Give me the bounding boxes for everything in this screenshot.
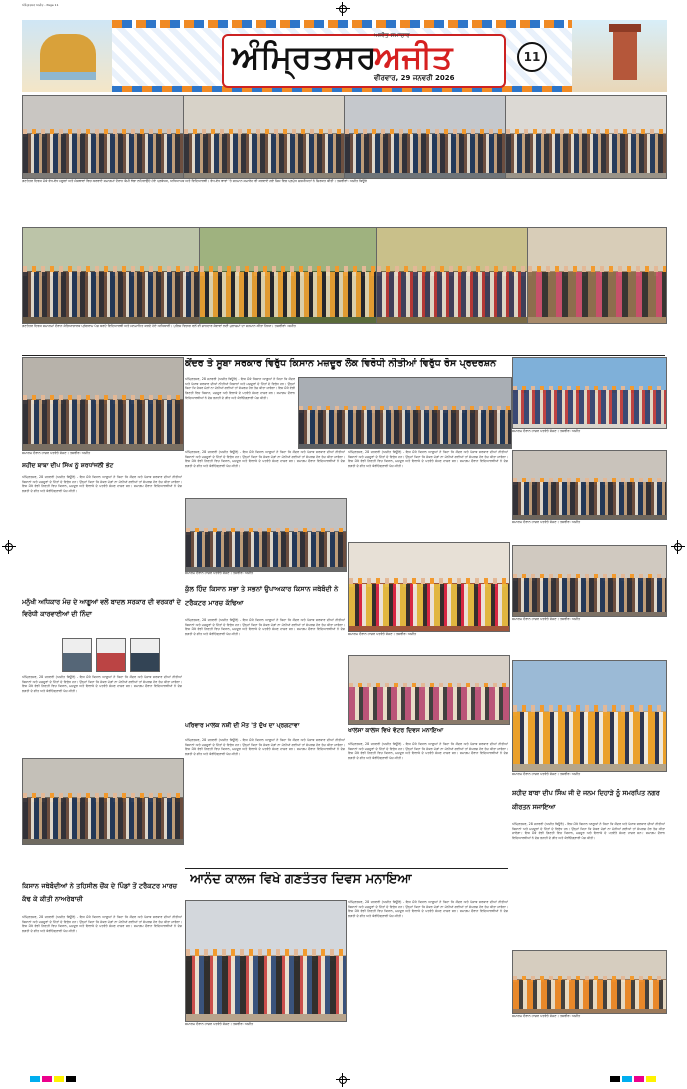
headline-condolence: ਪਰਿਵਾਰ ਮਾਲਕ ਨਸ਼ੀ ਦੀ ਮੌਤ 'ਤੇ ਦੁੱਖ ਦਾ ਪ੍ਰਗਟਾਵਾ <box>185 722 300 729</box>
headline-voter-day: ਖਾਲਸਾ ਕਾਲਜ ਵਿਖੇ ਵੋਟਰ ਦਿਵਸ ਮਨਾਇਆ <box>348 727 444 734</box>
story-rc-body: ਅੰਮ੍ਰਿਤਸਰ, 28 ਜਨਵਰੀ (ਅਜੀਤ ਬਿਊਰੋ) - ਇਸ ਮੌਕੇ ਕਿਸਾਨ ਆਗੂਆਂ ਨੇ ਕਿਹਾ ਕਿ ਕੇਂਦਰ ਅਤੇ ਪੰਜਾਬ ਸਰਕਾਰ ਦੀਆਂ ਨੀਤੀਆਂ ਕਿਸਾਨਾਂ ਅਤੇ ਮਜ਼ਦੂਰਾਂ ਦੇ ਹਿੱਤਾਂ ਦੇ ਵਿਰੁੱਧ ਹਨ। ਉਨ੍ਹਾਂ ਕਿਹਾ ਕਿ ਜੇਕਰ ਮੰਗਾਂ ਨਾ ਮੰਨੀਆਂ ਗਈਆਂ ਤਾਂ ਸੰਘਰਸ਼ ਹੋਰ ਤੇਜ਼ ਕੀਤਾ ਜਾਵੇਗਾ। ਇਸ ਮੌਕੇ ਵੱਡੀ ਗਿਣਤੀ ਵਿਚ ਕਿਸਾਨ, ਮਜ਼ਦੂਰ ਅਤੇ ਇਲਾਕੇ ਦੇ ਪਤਵੰਤੇ ਸੱਜਣ ਹਾਜ਼ਰ ਸਨ। ਸਮਾਗਮ ਦੌਰਾਨ ਵਿਦਿਆਰਥੀਆਂ ਨੇ ਦੇਸ਼ ਭਗਤੀ ਦੇ ਗੀਤ ਅਤੇ ਕੋਰੀਓਗ੍ਰਾਫੀ ਪੇਸ਼ ਕੀਤੀ। <box>348 450 508 469</box>
photo-row1-3 <box>344 95 506 179</box>
photo-center-2 <box>185 498 347 572</box>
right-caption-5: ਸਮਾਗਮ ਦੌਰਾਨ ਹਾਜ਼ਰ ਪਤਵੰਤੇ ਸੱਜਣ। ਤਸਵੀਰ: ਅਜੀਤ <box>512 1014 581 1018</box>
registration-mark-top <box>336 2 350 16</box>
headline-human-rights: ਮਨੁੱਖੀ ਅਧਿਕਾਰ ਮੰਚ ਦੇ ਆਗੂਆਂ ਵਲੋਂ ਬਾਦਲ ਸਰਕਾਰ ਦੀ ਵਰਕਰਾਂ ਦੇ ਵਿਰੋਧੀ ਕਾਰਵਾਈਆਂ ਦੀ ਨਿੰਦਾ <box>22 598 181 618</box>
headline-nagar-kirtan: ਸ਼ਹੀਦ ਬਾਬਾ ਦੀਪ ਸਿੰਘ ਜੀ ਦੇ ਜਨਮ ਦਿਹਾੜੇ ਨੂੰ ਸਮਰਪਿਤ ਨਗਰ ਕੀਰਤਨ ਸਜਾਇਆ <box>512 789 660 811</box>
printer-imprint: ਅੰਮ੍ਰਿਤਸਰ ਅਜੀਤ - Page 11 <box>22 3 59 7</box>
photo-center-protest <box>298 377 512 449</box>
photo-row2-3 <box>376 227 528 324</box>
photo-right-5 <box>512 950 667 1014</box>
newspaper-title <box>222 34 506 88</box>
right-caption-3: ਸਮਾਗਮ ਦੌਰਾਨ ਹਾਜ਼ਰ ਪਤਵੰਤੇ ਸੱਜਣ। ਤਸਵੀਰ: ਅਜੀਤ <box>512 617 581 621</box>
photo-rc-1 <box>348 542 510 632</box>
title-sublabel: ਅਜੀਤ ਸਮਾਚਾਰ <box>374 32 410 39</box>
story-left-body: ਅੰਮ੍ਰਿਤਸਰ, 28 ਜਨਵਰੀ (ਅਜੀਤ ਬਿਊਰੋ) - ਇਸ ਮੌਕੇ ਕਿਸਾਨ ਆਗੂਆਂ ਨੇ ਕਿਹਾ ਕਿ ਕੇਂਦਰ ਅਤੇ ਪੰਜਾਬ ਸਰਕਾਰ ਦੀਆਂ ਨੀਤੀਆਂ ਕਿਸਾਨਾਂ ਅਤੇ ਮਜ਼ਦੂਰਾਂ ਦੇ ਹਿੱਤਾਂ ਦੇ ਵਿਰੁੱਧ ਹਨ। ਉਨ੍ਹਾਂ ਕਿਹਾ ਕਿ ਜੇਕਰ ਮੰਗਾਂ ਨਾ ਮੰਨੀਆਂ ਗਈਆਂ ਤਾਂ ਸੰਘਰਸ਼ ਹੋਰ ਤੇਜ਼ ਕੀਤਾ ਜਾਵੇਗਾ। ਇਸ ਮੌਕੇ ਵੱਡੀ ਗਿਣਤੀ ਵਿਚ ਕਿਸਾਨ, ਮਜ਼ਦੂਰ ਅਤੇ ਇਲਾਕੇ ਦੇ ਪਤਵੰਤੇ ਸੱਜਣ ਹਾਜ਼ਰ ਸਨ। ਸਮਾਗਮ ਦੌਰਾਨ ਵਿਦਿਆਰਥੀਆਂ ਨੇ ਦੇਸ਼ ਭਗਤੀ ਦੇ ਗੀਤ ਅਤੇ ਕੋਰੀਓਗ੍ਰਾਫੀ ਪੇਸ਼ ਕੀਤੀ। <box>22 475 182 494</box>
photo-row2-1 <box>22 227 200 324</box>
clock-tower-image <box>572 20 667 92</box>
story-anand-body: ਅੰਮ੍ਰਿਤਸਰ, 28 ਜਨਵਰੀ (ਅਜੀਤ ਬਿਊਰੋ) - ਇਸ ਮੌਕੇ ਕਿਸਾਨ ਆਗੂਆਂ ਨੇ ਕਿਹਾ ਕਿ ਕੇਂਦਰ ਅਤੇ ਪੰਜਾਬ ਸਰਕਾਰ ਦੀਆਂ ਨੀਤੀਆਂ ਕਿਸਾਨਾਂ ਅਤੇ ਮਜ਼ਦੂਰਾਂ ਦੇ ਹਿੱਤਾਂ ਦੇ ਵਿਰੁੱਧ ਹਨ। ਉਨ੍ਹਾਂ ਕਿਹਾ ਕਿ ਜੇਕਰ ਮੰਗਾਂ ਨਾ ਮੰਨੀਆਂ ਗਈਆਂ ਤਾਂ ਸੰਘਰਸ਼ ਹੋਰ ਤੇਜ਼ ਕੀਤਾ ਜਾਵੇਗਾ। ਇਸ ਮੌਕੇ ਵੱਡੀ ਗਿਣਤੀ ਵਿਚ ਕਿਸਾਨ, ਮਜ਼ਦੂਰ ਅਤੇ ਇਲਾਕੇ ਦੇ ਪਤਵੰਤੇ ਸੱਜਣ ਹਾਜ਼ਰ ਸਨ। ਸਮਾਗਮ ਦੌਰਾਨ ਵਿਦਿਆਰਥੀਆਂ ਨੇ ਦੇਸ਼ ਭਗਤੀ ਦੇ ਗੀਤ ਅਤੇ ਕੋਰੀਓਗ੍ਰਾਫੀ ਪੇਸ਼ ਕੀਤੀ। <box>348 900 508 919</box>
story-nagar-kirtan-body: ਅੰਮ੍ਰਿਤਸਰ, 28 ਜਨਵਰੀ (ਅਜੀਤ ਬਿਊਰੋ) - ਇਸ ਮੌਕੇ ਕਿਸਾਨ ਆਗੂਆਂ ਨੇ ਕਿਹਾ ਕਿ ਕੇਂਦਰ ਅਤੇ ਪੰਜਾਬ ਸਰਕਾਰ ਦੀਆਂ ਨੀਤੀਆਂ ਕਿਸਾਨਾਂ ਅਤੇ ਮਜ਼ਦੂਰਾਂ ਦੇ ਹਿੱਤਾਂ ਦੇ ਵਿਰੁੱਧ ਹਨ। ਉਨ੍ਹਾਂ ਕਿਹਾ ਕਿ ਜੇਕਰ ਮੰਗਾਂ ਨਾ ਮੰਨੀਆਂ ਗਈਆਂ ਤਾਂ ਸੰਘਰਸ਼ ਹੋਰ ਤੇਜ਼ ਕੀਤਾ ਜਾਵੇਗਾ। ਇਸ ਮੌਕੇ ਵੱਡੀ ਗਿਣਤੀ ਵਿਚ ਕਿਸਾਨ, ਮਜ਼ਦੂਰ ਅਤੇ ਇਲਾਕੇ ਦੇ ਪਤਵੰਤੇ ਸੱਜਣ ਹਾਜ਼ਰ ਸਨ। ਸਮਾਗਮ ਦੌਰਾਨ ਵਿਦਿਆਰਥੀਆਂ ਨੇ ਦੇਸ਼ ਭਗਤੀ ਦੇ ਗੀਤ ਅਤੇ ਕੋਰੀਓਗ੍ਰਾਫੀ ਪੇਸ਼ ਕੀਤੀ। <box>512 822 665 841</box>
rc-photo-caption: ਸਮਾਗਮ ਦੌਰਾਨ ਹਾਜ਼ਰ ਪਤਵੰਤੇ ਸੱਜਣ। ਤਸਵੀਰ: ਅਜੀਤ <box>348 632 417 636</box>
photo-nagar-kirtan <box>512 660 667 772</box>
photo-anand-college <box>185 900 347 1022</box>
story-center-body-2: ਅੰਮ੍ਰਿਤਸਰ, 28 ਜਨਵਰੀ (ਅਜੀਤ ਬਿਊਰੋ) - ਇਸ ਮੌਕੇ ਕਿਸਾਨ ਆਗੂਆਂ ਨੇ ਕਿਹਾ ਕਿ ਕੇਂਦਰ ਅਤੇ ਪੰਜਾਬ ਸਰਕਾਰ ਦੀਆਂ ਨੀਤੀਆਂ ਕਿਸਾਨਾਂ ਅਤੇ ਮਜ਼ਦੂਰਾਂ ਦੇ ਹਿੱਤਾਂ ਦੇ ਵਿਰੁੱਧ ਹਨ। ਉਨ੍ਹਾਂ ਕਿਹਾ ਕਿ ਜੇਕਰ ਮੰਗਾਂ ਨਾ ਮੰਨੀਆਂ ਗਈਆਂ ਤਾਂ ਸੰਘਰਸ਼ ਹੋਰ ਤੇਜ਼ ਕੀਤਾ ਜਾਵੇਗਾ। ਇਸ ਮੌਕੇ ਵੱਡੀ ਗਿਣਤੀ ਵਿਚ ਕਿਸਾਨ, ਮਜ਼ਦੂਰ ਅਤੇ ਇਲਾਕੇ ਦੇ ਪਤਵੰਤੇ ਸੱਜਣ ਹਾਜ਼ਰ ਸਨ। ਸਮਾਗਮ ਦੌਰਾਨ ਵਿਦਿਆਰਥੀਆਂ ਨੇ ਦੇਸ਼ ਭਗਤੀ ਦੇ ਗੀਤ ਅਤੇ ਕੋਰੀਓਗ੍ਰਾਫੀ ਪੇਸ਼ ਕੀਤੀ। <box>185 450 345 469</box>
center-photo-caption: ਸਮਾਗਮ ਦੌਰਾਨ ਹਾਜ਼ਰ ਪਤਵੰਤੇ ਸੱਜਣ। ਤਸਵੀਰ: ਅਜੀਤ <box>185 571 254 575</box>
photo-row1-4 <box>505 95 667 179</box>
story-center-body: ਅੰਮ੍ਰਿਤਸਰ, 28 ਜਨਵਰੀ (ਅਜੀਤ ਬਿਊਰੋ) - ਇਸ ਮੌਕੇ ਕਿਸਾਨ ਆਗੂਆਂ ਨੇ ਕਿਹਾ ਕਿ ਕੇਂਦਰ ਅਤੇ ਪੰਜਾਬ ਸਰਕਾਰ ਦੀਆਂ ਨੀਤੀਆਂ ਕਿਸਾਨਾਂ ਅਤੇ ਮਜ਼ਦੂਰਾਂ ਦੇ ਹਿੱਤਾਂ ਦੇ ਵਿਰੁੱਧ ਹਨ। ਉਨ੍ਹਾਂ ਕਿਹਾ ਕਿ ਜੇਕਰ ਮੰਗਾਂ ਨਾ ਮੰਨੀਆਂ ਗਈਆਂ ਤਾਂ ਸੰਘਰਸ਼ ਹੋਰ ਤੇਜ਼ ਕੀਤਾ ਜਾਵੇਗਾ। ਇਸ ਮੌਕੇ ਵੱਡੀ ਗਿਣਤੀ ਵਿਚ ਕਿਸਾਨ, ਮਜ਼ਦੂਰ ਅਤੇ ਇਲਾਕੇ ਦੇ ਪਤਵੰਤੇ ਸੱਜਣ ਹਾਜ਼ਰ ਸਨ। ਸਮਾਗਮ ਦੌਰਾਨ ਵਿਦਿਆਰਥੀਆਂ ਨੇ ਦੇਸ਼ ਭਗਤੀ ਦੇ ਗੀਤ ਅਤੇ ਕੋਰੀਓਗ੍ਰਾਫੀ ਪੇਸ਼ ਕੀਤੀ। <box>185 377 295 400</box>
headline-tractor-march: ਕਿਸਾਨ ਜਥੇਬੰਦੀਆਂ ਨੇ ਤਹਿਸੀਲ ਚੌਂਕ ਦੇ ਪਿੰਡਾਂ ਤੋਂ ਟਰੈਕਟਰ ਮਾਰਚ ਕੱਢ ਕੇ ਕੀਤੀ ਨਾਅਰੇਬਾਜ਼ੀ <box>22 882 178 903</box>
photo-right-3 <box>512 545 667 617</box>
registration-mark-left <box>2 540 16 554</box>
right-caption-2: ਸਮਾਗਮ ਦੌਰਾਨ ਹਾਜ਼ਰ ਪਤਵੰਤੇ ਸੱਜਣ। ਤਸਵੀਰ: ਅਜੀਤ <box>512 520 581 524</box>
registration-mark-right <box>671 540 685 554</box>
photo-right-1 <box>512 357 667 429</box>
story-left-body-2: ਅੰਮ੍ਰਿਤਸਰ, 28 ਜਨਵਰੀ (ਅਜੀਤ ਬਿਊਰੋ) - ਇਸ ਮੌਕੇ ਕਿਸਾਨ ਆਗੂਆਂ ਨੇ ਕਿਹਾ ਕਿ ਕੇਂਦਰ ਅਤੇ ਪੰਜਾਬ ਸਰਕਾਰ ਦੀਆਂ ਨੀਤੀਆਂ ਕਿਸਾਨਾਂ ਅਤੇ ਮਜ਼ਦੂਰਾਂ ਦੇ ਹਿੱਤਾਂ ਦੇ ਵਿਰੁੱਧ ਹਨ। ਉਨ੍ਹਾਂ ਕਿਹਾ ਕਿ ਜੇਕਰ ਮੰਗਾਂ ਨਾ ਮੰਨੀਆਂ ਗਈਆਂ ਤਾਂ ਸੰਘਰਸ਼ ਹੋਰ ਤੇਜ਼ ਕੀਤਾ ਜਾਵੇਗਾ। ਇਸ ਮੌਕੇ ਵੱਡੀ ਗਿਣਤੀ ਵਿਚ ਕਿਸਾਨ, ਮਜ਼ਦੂਰ ਅਤੇ ਇਲਾਕੇ ਦੇ ਪਤਵੰਤੇ ਸੱਜਣ ਹਾਜ਼ਰ ਸਨ। ਸਮਾਗਮ ਦੌਰਾਨ ਵਿਦਿਆਰਥੀਆਂ ਨੇ ਦੇਸ਼ ਭਗਤੀ ਦੇ ਗੀਤ ਅਤੇ ਕੋਰੀਓਗ੍ਰਾਫੀ ਪੇਸ਼ ਕੀਤੀ। <box>22 675 182 694</box>
headline-kisan-sabha: ਕੁੱਲ ਹਿੰਦ ਕਿਸਾਨ ਸਭਾ ਤੇ ਸਭਨਾਂ ਉਪਾਅਕਾਰ ਕਿਸਾਨ ਜਥੇਬੰਦੀ ਨੇ ਟਰੈਕਟਰ ਮਾਰਚ ਕੱਢਿਆ <box>185 585 339 607</box>
headline-kisan-protest: ਕੇਂਦਰ ਤੇ ਸੂਬਾ ਸਰਕਾਰ ਵਿਰੁੱਧ ਕਿਸਾਨ ਮਜ਼ਦੂਰ ਲੋਕ ਵਿਰੋਧੀ ਨੀਤੀਆਂ ਵਿਰੁੱਧ ਰੋਸ ਪ੍ਰਦਰਸ਼ਨ <box>185 358 497 369</box>
page-number: 11 <box>517 42 547 72</box>
golden-temple-image <box>22 20 112 92</box>
portrait-1 <box>62 638 92 672</box>
right-caption-4: ਸਮਾਗਮ ਦੌਰਾਨ ਹਾਜ਼ਰ ਪਤਵੰਤੇ ਸੱਜਣ। ਤਸਵੀਰ: ਅਜੀਤ <box>512 772 581 776</box>
left-photo-caption: ਸਮਾਗਮ ਦੌਰਾਨ ਹਾਜ਼ਰ ਪਤਵੰਤੇ ਸੱਜਣ। ਤਸਵੀਰ: ਅਜੀਤ <box>22 451 91 455</box>
headline-baba-deep-singh: ਸ਼ਹੀਦ ਬਾਬਾ ਦੀਪ ਸਿੰਘ ਨੂੰ ਸ਼ਰਧਾਂਜਲੀ ਭੇਟ <box>22 462 114 469</box>
row1-caption: ਗਣਤੰਤਰ ਦਿਵਸ ਮੌਕੇ ਵੱਖ-ਵੱਖ ਸਕੂਲਾਂ ਅਤੇ ਸੰਸਥਾਵਾਂ ਵਿਚ ਕਰਵਾਏ ਸਮਾਗਮਾਂ ਦੌਰਾਨ ਕੌਮੀ ਝੰਡਾ ਲਹਿਰਾਉਂਦੇ ਹੋਏ ਪ੍ਰਬੰਧਕ, ਅਧਿਆਪਕ ਅਤੇ ਵਿਦਿਆਰਥੀ। ਵੱਖ-ਵੱਖ ਥਾਵਾਂ 'ਤੇ ਸਨਮਾਨ ਸਮਾਰੋਹ ਵੀ ਕਰਵਾਏ ਗਏ ਜਿਸ ਵਿਚ ਪ੍ਰਮੁੱਖ ਸ਼ਖ਼ਸੀਅਤਾਂ ਨੇ ਸ਼ਿਰਕਤ ਕੀਤੀ। ਤਸਵੀਰਾਂ: ਅਜੀਤ ਬਿਊਰੋ <box>22 179 367 183</box>
story-condolence-body: ਅੰਮ੍ਰਿਤਸਰ, 28 ਜਨਵਰੀ (ਅਜੀਤ ਬਿਊਰੋ) - ਇਸ ਮੌਕੇ ਕਿਸਾਨ ਆਗੂਆਂ ਨੇ ਕਿਹਾ ਕਿ ਕੇਂਦਰ ਅਤੇ ਪੰਜਾਬ ਸਰਕਾਰ ਦੀਆਂ ਨੀਤੀਆਂ ਕਿਸਾਨਾਂ ਅਤੇ ਮਜ਼ਦੂਰਾਂ ਦੇ ਹਿੱਤਾਂ ਦੇ ਵਿਰੁੱਧ ਹਨ। ਉਨ੍ਹਾਂ ਕਿਹਾ ਕਿ ਜੇਕਰ ਮੰਗਾਂ ਨਾ ਮੰਨੀਆਂ ਗਈਆਂ ਤਾਂ ਸੰਘਰਸ਼ ਹੋਰ ਤੇਜ਼ ਕੀਤਾ ਜਾਵੇਗਾ। ਇਸ ਮੌਕੇ ਵੱਡੀ ਗਿਣਤੀ ਵਿਚ ਕਿਸਾਨ, ਮਜ਼ਦੂਰ ਅਤੇ ਇਲਾਕੇ ਦੇ ਪਤਵੰਤੇ ਸੱਜਣ ਹਾਜ਼ਰ ਸਨ। ਸਮਾਗਮ ਦੌਰਾਨ ਵਿਦਿਆਰਥੀਆਂ ਨੇ ਦੇਸ਼ ਭਗਤੀ ਦੇ ਗੀਤ ਅਤੇ ਕੋਰੀਓਗ੍ਰਾਫੀ ਪੇਸ਼ ਕੀਤੀ। <box>185 738 345 757</box>
row2-caption: ਗਣਤੰਤਰ ਦਿਵਸ ਸਮਾਗਮਾਂ ਦੌਰਾਨ ਸੱਭਿਆਚਾਰਕ ਪ੍ਰੋਗਰਾਮ ਪੇਸ਼ ਕਰਦੇ ਵਿਦਿਆਰਥੀ ਅਤੇ ਸਨਮਾਨਿਤ ਕਰਦੇ ਹੋਏ ਅਧਿਕਾਰੀ। ਪੁਲਿਸ ਵਿਭਾਗ ਵਲੋਂ ਵੀ ਸ਼ਾਨਦਾਰ ਸੇਵਾਵਾਂ ਲਈ ਮੁਲਾਜ਼ਮਾਂ ਦਾ ਸਨਮਾਨ ਕੀਤਾ ਗਿਆ। ਤਸਵੀਰਾਂ: ਅਜੀਤ <box>22 324 296 328</box>
photo-right-2 <box>512 450 667 520</box>
photo-row1-1 <box>22 95 184 179</box>
story-bottom-left-body: ਅੰਮ੍ਰਿਤਸਰ, 28 ਜਨਵਰੀ (ਅਜੀਤ ਬਿਊਰੋ) - ਇਸ ਮੌਕੇ ਕਿਸਾਨ ਆਗੂਆਂ ਨੇ ਕਿਹਾ ਕਿ ਕੇਂਦਰ ਅਤੇ ਪੰਜਾਬ ਸਰਕਾਰ ਦੀਆਂ ਨੀਤੀਆਂ ਕਿਸਾਨਾਂ ਅਤੇ ਮਜ਼ਦੂਰਾਂ ਦੇ ਹਿੱਤਾਂ ਦੇ ਵਿਰੁੱਧ ਹਨ। ਉਨ੍ਹਾਂ ਕਿਹਾ ਕਿ ਜੇਕਰ ਮੰਗਾਂ ਨਾ ਮੰਨੀਆਂ ਗਈਆਂ ਤਾਂ ਸੰਘਰਸ਼ ਹੋਰ ਤੇਜ਼ ਕੀਤਾ ਜਾਵੇਗਾ। ਇਸ ਮੌਕੇ ਵੱਡੀ ਗਿਣਤੀ ਵਿਚ ਕਿਸਾਨ, ਮਜ਼ਦੂਰ ਅਤੇ ਇਲਾਕੇ ਦੇ ਪਤਵੰਤੇ ਸੱਜਣ ਹਾਜ਼ਰ ਸਨ। ਸਮਾਗਮ ਦੌਰਾਨ ਵਿਦਿਆਰਥੀਆਂ ਨੇ ਦੇਸ਼ ਭਗਤੀ ਦੇ ਗੀਤ ਅਤੇ ਕੋਰੀਓਗ੍ਰਾਫੀ ਪੇਸ਼ ਕੀਤੀ। <box>22 915 182 934</box>
story-kisan-sabha-body: ਅੰਮ੍ਰਿਤਸਰ, 28 ਜਨਵਰੀ (ਅਜੀਤ ਬਿਊਰੋ) - ਇਸ ਮੌਕੇ ਕਿਸਾਨ ਆਗੂਆਂ ਨੇ ਕਿਹਾ ਕਿ ਕੇਂਦਰ ਅਤੇ ਪੰਜਾਬ ਸਰਕਾਰ ਦੀਆਂ ਨੀਤੀਆਂ ਕਿਸਾਨਾਂ ਅਤੇ ਮਜ਼ਦੂਰਾਂ ਦੇ ਹਿੱਤਾਂ ਦੇ ਵਿਰੁੱਧ ਹਨ। ਉਨ੍ਹਾਂ ਕਿਹਾ ਕਿ ਜੇਕਰ ਮੰਗਾਂ ਨਾ ਮੰਨੀਆਂ ਗਈਆਂ ਤਾਂ ਸੰਘਰਸ਼ ਹੋਰ ਤੇਜ਼ ਕੀਤਾ ਜਾਵੇਗਾ। ਇਸ ਮੌਕੇ ਵੱਡੀ ਗਿਣਤੀ ਵਿਚ ਕਿਸਾਨ, ਮਜ਼ਦੂਰ ਅਤੇ ਇਲਾਕੇ ਦੇ ਪਤਵੰਤੇ ਸੱਜਣ ਹਾਜ਼ਰ ਸਨ। ਸਮਾਗਮ ਦੌਰਾਨ ਵਿਦਿਆਰਥੀਆਂ ਨੇ ਦੇਸ਼ ਭਗਤੀ ਦੇ ਗੀਤ ਅਤੇ ਕੋਰੀਓਗ੍ਰਾਫੀ ਪੇਸ਼ ਕੀਤੀ। <box>185 618 345 637</box>
photo-rc-2 <box>348 655 510 725</box>
masthead <box>22 20 667 92</box>
photo-row1-2 <box>183 95 345 179</box>
right-caption-1: ਸਮਾਗਮ ਦੌਰਾਨ ਹਾਜ਼ਰ ਪਤਵੰਤੇ ਸੱਜਣ। ਤਸਵੀਰ: ਅਜੀਤ <box>512 429 581 433</box>
title-amritsar: ਅੰਮ੍ਰਿਤਸਰ <box>232 38 378 76</box>
photo-row2-2 <box>199 227 377 324</box>
color-bar <box>0 1070 687 1089</box>
anand-photo-caption: ਸਮਾਗਮ ਦੌਰਾਨ ਹਾਜ਼ਰ ਪਤਵੰਤੇ ਸੱਜਣ। ਤਸਵੀਰ: ਅਜੀਤ <box>185 1022 254 1026</box>
title-ajit: ਅਜੀਤ <box>374 38 453 76</box>
photo-row2-4 <box>527 227 667 324</box>
portrait-3 <box>130 638 160 672</box>
issue-date: ਵੀਰਵਾਰ, 29 ਜਨਵਰੀ 2026 <box>374 74 455 82</box>
story-voter-day-body: ਅੰਮ੍ਰਿਤਸਰ, 28 ਜਨਵਰੀ (ਅਜੀਤ ਬਿਊਰੋ) - ਇਸ ਮੌਕੇ ਕਿਸਾਨ ਆਗੂਆਂ ਨੇ ਕਿਹਾ ਕਿ ਕੇਂਦਰ ਅਤੇ ਪੰਜਾਬ ਸਰਕਾਰ ਦੀਆਂ ਨੀਤੀਆਂ ਕਿਸਾਨਾਂ ਅਤੇ ਮਜ਼ਦੂਰਾਂ ਦੇ ਹਿੱਤਾਂ ਦੇ ਵਿਰੁੱਧ ਹਨ। ਉਨ੍ਹਾਂ ਕਿਹਾ ਕਿ ਜੇਕਰ ਮੰਗਾਂ ਨਾ ਮੰਨੀਆਂ ਗਈਆਂ ਤਾਂ ਸੰਘਰਸ਼ ਹੋਰ ਤੇਜ਼ ਕੀਤਾ ਜਾਵੇਗਾ। ਇਸ ਮੌਕੇ ਵੱਡੀ ਗਿਣਤੀ ਵਿਚ ਕਿਸਾਨ, ਮਜ਼ਦੂਰ ਅਤੇ ਇਲਾਕੇ ਦੇ ਪਤਵੰਤੇ ਸੱਜਣ ਹਾਜ਼ਰ ਸਨ। ਸਮਾਗਮ ਦੌਰਾਨ ਵਿਦਿਆਰਥੀਆਂ ਨੇ ਦੇਸ਼ ਭਗਤੀ ਦੇ ਗੀਤ ਅਤੇ ਕੋਰੀਓਗ੍ਰਾਫੀ ਪੇਸ਼ ਕੀਤੀ। <box>348 742 508 761</box>
portrait-2 <box>96 638 126 672</box>
photo-left-1 <box>22 357 184 451</box>
headline-anand-college: ਆਨੰਦ ਕਾਲਜ ਵਿਖੇ ਗਣਤੰਤਰ ਦਿਵਸ ਮਨਾਇਆ <box>190 872 412 887</box>
photo-left-2 <box>22 758 184 845</box>
